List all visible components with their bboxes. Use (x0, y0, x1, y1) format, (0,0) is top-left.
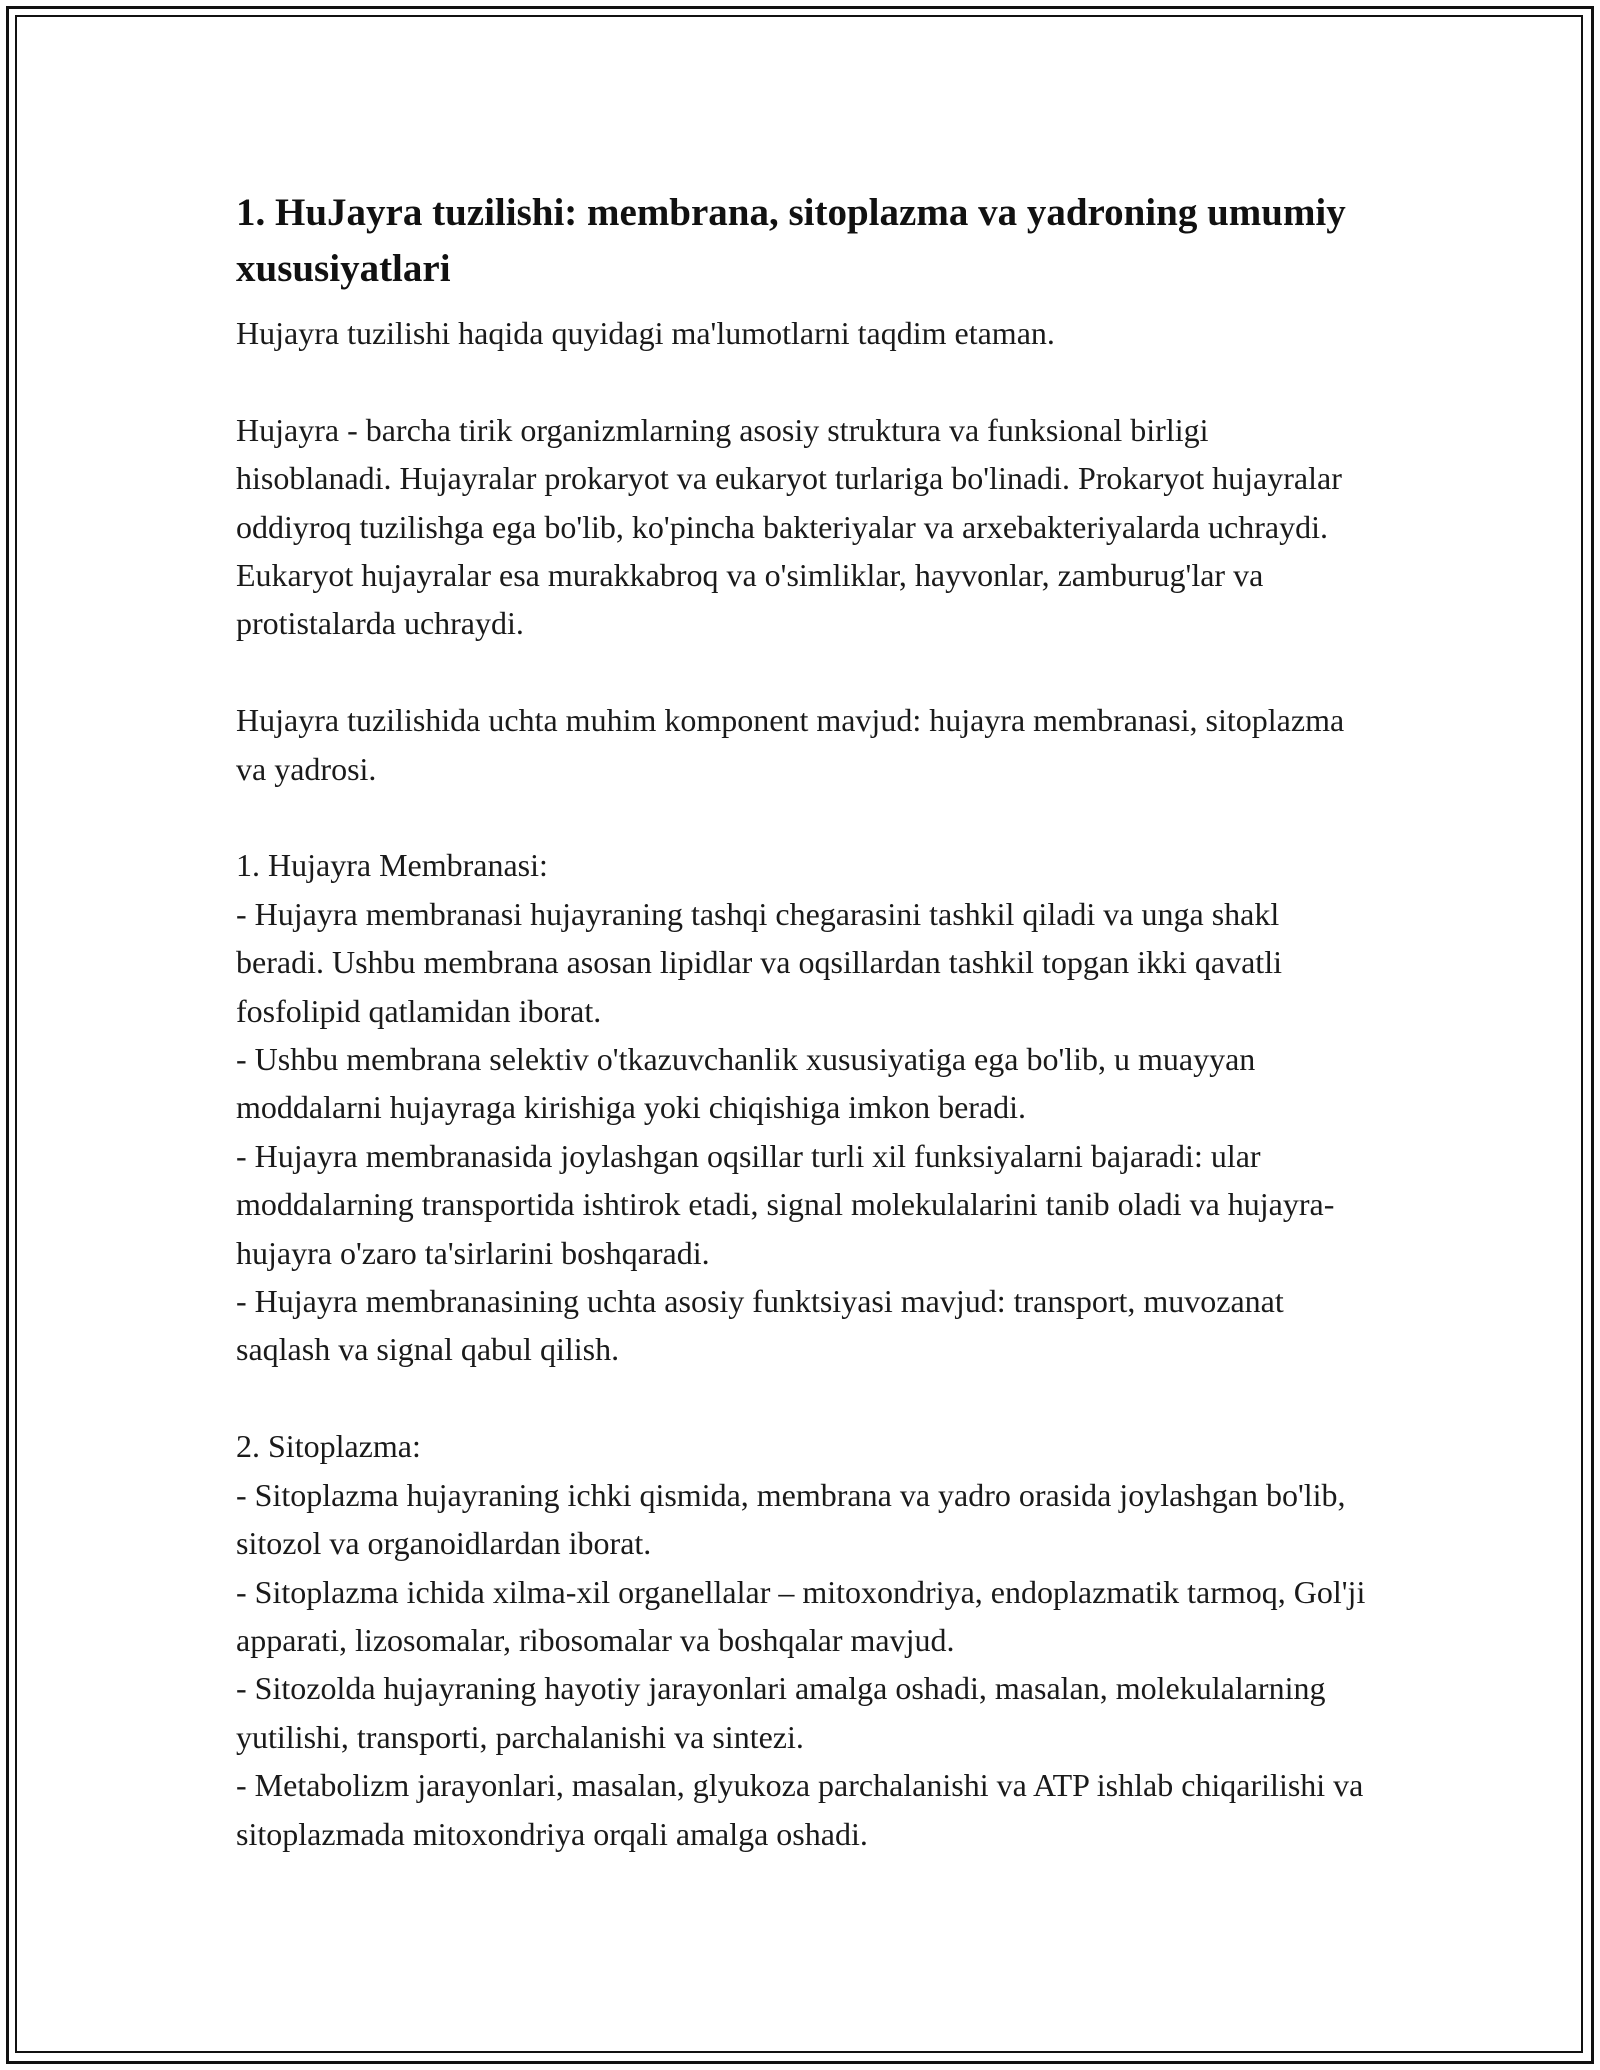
paragraph-gap (236, 357, 1366, 405)
paragraph-gap (236, 648, 1366, 696)
intro-paragraph: Hujayra tuzilishi haqida quyidagi ma'lumotlarni taqdim etaman. (236, 315, 1055, 351)
document-title: 1. HuJayra tuzilishi: membrana, sitoplazma va yadroning umumiy xususiyatlari (236, 191, 1346, 290)
cell-definition-paragraph: Hujayra - barcha tirik organizmlarning asosiy struktura va funksional birligi hisoblanadi. Hujayralar prokaryot va eukaryot turlariga bo'linadi. Prokaryot hujayralar oddiyroq tuzilishga ega bo'lib, ko'pincha bakteriyalar va arxebakteriyalarda uchraydi. Eukaryot hujayralar esa murakkabroq va o'simliklar, hayvonlar, zamburug'lar va protistalarda uchraydi. (236, 411, 1342, 642)
document-body (236, 185, 1366, 1858)
membrane-section: 1. Hujayra Membranasi: - Hujayra membranasi hujayraning tashqi chegarasini tashkil qiladi va unga shakl beradi. Ushbu membrana asosan lipidlar va oqsillardan tashkil topgan ikki qavatli fosfolipid qatlamidan iborat. - Ushbu membrana selektiv o'tkazuvchanlik xususiyatiga ega bo'lib, u muayyan moddalarni hujayraga kirishiga yoki chiqishiga imkon beradi. - Hujayra membranasida joylashgan oqsillar turli xil funksiyalarni bajaradi: ular moddalarning transportida ishtirok etadi, signal molekulalarini tanib oladi va hujayra-hujayra o'zaro ta'sirlarini boshqaradi. - Hujayra membranasining uchta asosiy funktsiyasi mavjud: transport, muvozanat saqlash va signal qabul qilish. (236, 847, 1335, 1368)
paragraph-gap (236, 1374, 1366, 1422)
components-paragraph: Hujayra tuzilishida uchta muhim komponent mavjud: hujayra membranasi, sitoplazma va yadrosi. (236, 702, 1345, 787)
cytoplasm-section: 2. Sitoplazma: - Sitoplazma hujayraning ichki qismida, membrana va yadro orasida joylashgan bo'lib, sitozol va organoidlardan iborat. - Sitoplazma ichida xilma-xil organellalar – mitoxondriya, endoplazmatik tarmoq, Gol'ji apparati, lizosomalar, ribosomalar va boshqalar mavjud. - Sitozolda hujayraning hayotiy jarayonlari amalga oshadi, masalan, molekulalarning yutilishi, transporti, parchalanishi va sintezi. - Metabolizm jarayonlari, masalan, glyukoza parchalanishi va ATP ishlab chiqarilishi va sitoplazmada mitoxondriya orqali amalga oshadi. (236, 1428, 1366, 1852)
paragraph-gap (236, 793, 1366, 841)
